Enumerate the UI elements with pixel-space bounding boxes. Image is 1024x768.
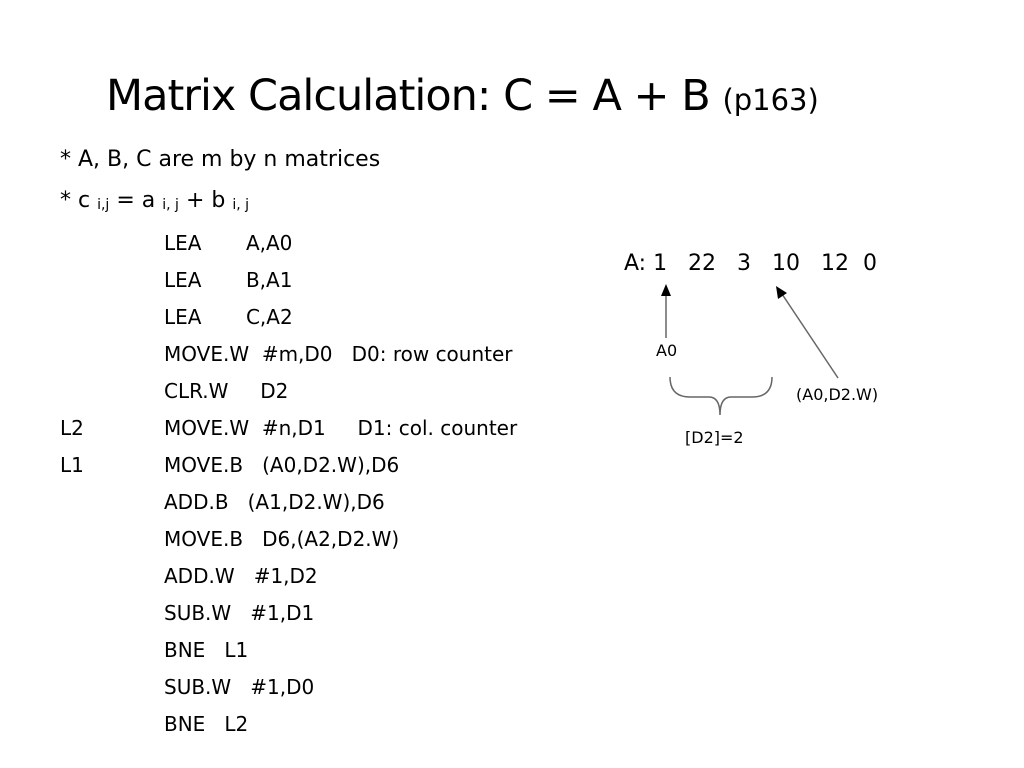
code-line: LEA B,A1 [164, 268, 293, 292]
code-line: MOVE.B D6,(A2,D2.W) [164, 527, 400, 551]
code-line: SUB.W #1,D1 [164, 601, 315, 625]
d2-offset-label: [D2]=2 [685, 428, 744, 447]
code-line: LEA C,A2 [164, 305, 293, 329]
code-line: MOVE.W #n,D1 D1: col. counter [164, 416, 518, 440]
code-label: L1 [60, 453, 84, 477]
index-arrow [782, 294, 838, 378]
indexed-address-label: (A0,D2.W) [796, 385, 879, 404]
slide-title [106, 68, 819, 128]
a0-arrowhead [661, 284, 671, 296]
code-line: LEA A,A0 [164, 231, 293, 255]
code-line: BNE L1 [164, 638, 249, 662]
formula-sub-c: i,j [97, 197, 110, 213]
code-line: SUB.W #1,D0 [164, 675, 315, 699]
formula-sub-a: i, j [162, 197, 179, 213]
index-arrowhead [776, 286, 787, 299]
code-line: ADD.B (A1,D2.W),D6 [164, 490, 385, 514]
array-values: A: 1 22 3 10 12 0 [624, 251, 877, 276]
formula-a: = a [116, 188, 156, 213]
code-line: MOVE.B (A0,D2.W),D6 [164, 453, 400, 477]
code-label: L2 [60, 416, 84, 440]
code-line: ADD.W #1,D2 [164, 564, 318, 588]
offset-brace [670, 377, 772, 415]
title-page-ref: (p163) [722, 83, 819, 117]
formula-b: + b [185, 188, 226, 213]
bullet-matrix-size: * A, B, C are m by n matrices [60, 147, 381, 172]
a0-label: A0 [656, 341, 678, 360]
bullet-formula [60, 186, 249, 220]
code-line: BNE L2 [164, 712, 249, 736]
code-line: MOVE.W #m,D0 D0: row counter [164, 342, 513, 366]
title-main: Matrix Calculation: C = A + B [106, 71, 710, 121]
formula-c: * c [60, 188, 91, 213]
code-line: CLR.W D2 [164, 379, 289, 403]
formula-sub-b: i, j [232, 197, 250, 213]
